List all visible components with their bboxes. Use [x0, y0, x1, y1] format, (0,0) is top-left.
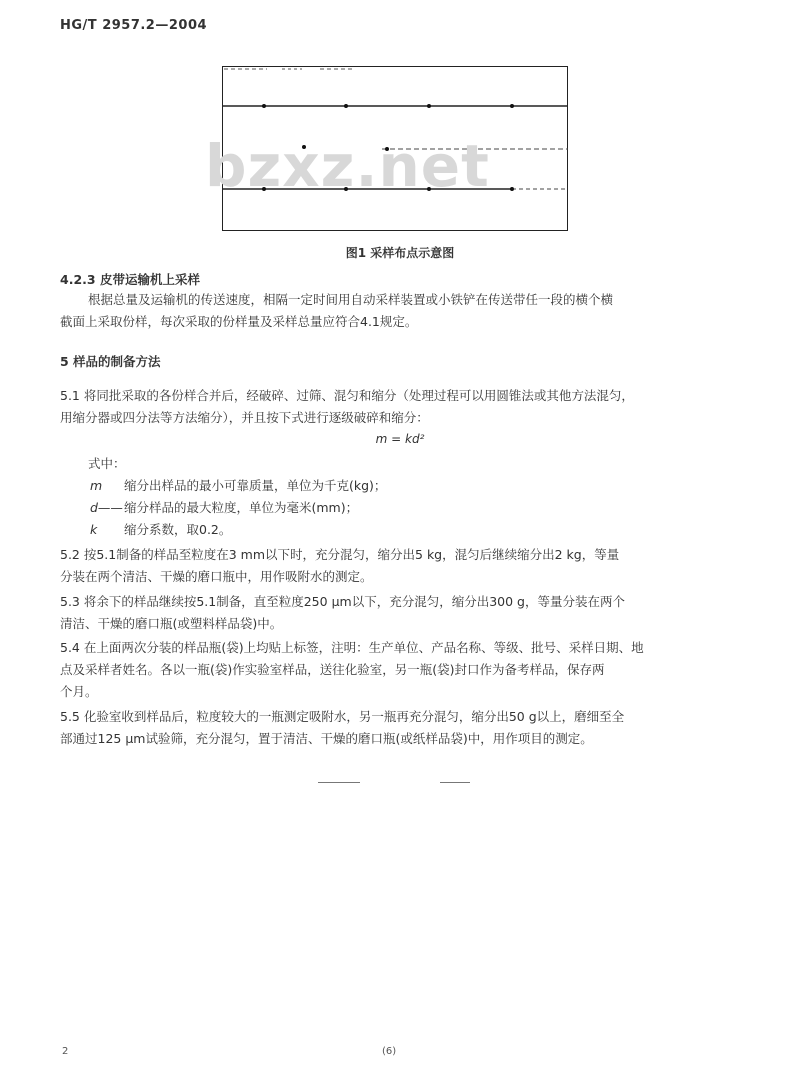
- formula-where: 式中：: [88, 456, 126, 471]
- symbol-k: k: [90, 522, 98, 537]
- standard-number: HG/T 2957.2—2004: [60, 18, 208, 33]
- sampling-point: [262, 104, 266, 108]
- symbol-d: d——: [90, 500, 123, 515]
- clause-5-4-line: 点及采样者姓名。各以一瓶(袋)作实验室样品，送往化验室，另一瓶(袋)封口作为备考样品，保存两: [60, 662, 605, 677]
- clause-5-4-line: 个月。: [60, 684, 98, 699]
- clause-5-2-line: 5.2 按5.1制备的样品至粒度在3 mm以下时，充分混匀，缩分出5 kg，混匀后继续缩分出2 kg，等量: [60, 547, 620, 562]
- clause-5-1-line: 用缩分器或四分法等方法缩分），并且按下式进行逐级破碎和缩分：: [60, 410, 429, 425]
- clause-5-1-line: 5.1 将同批采取的各份样合并后，经破碎、过筛、混匀和缩分（处理过程可以用圆锥法或其他方法混匀，: [60, 388, 634, 403]
- clause-5-4-line: 5.4 在上面两次分装的样品瓶(袋)上均贴上标签，注明：生产单位、产品名称、等级、批号、采样日期、地: [60, 640, 644, 655]
- clause-5-5-line: 5.5 化验室收到样品后，粒度较大的一瓶测定吸附水，另一瓶再充分混匀，缩分出50 g以上，磨细至全: [60, 709, 625, 724]
- section-4-2-3-para-line: 截面上采取份样，每次采取的份样量及采样总量应符合4.1规定。: [60, 314, 418, 329]
- page-number: (6): [382, 1046, 397, 1057]
- symbol-k-definition: 缩分系数，取0.2。: [124, 522, 232, 537]
- symbol-m: m: [90, 478, 103, 493]
- symbol-d-definition: 缩分样品的最大粒度，单位为毫米(mm)；: [124, 500, 359, 515]
- section-4-2-3-para-line: 根据总量及运输机的传送速度，相隔一定时间用自动采样装置或小铁铲在传送带任一段的横个横: [88, 292, 614, 307]
- sampling-point: [510, 104, 514, 108]
- section-5-heading: 5 样品的制备方法: [60, 354, 161, 369]
- watermark: bzxz.net: [205, 132, 490, 200]
- clause-5-5-line: 部通过125 μm试验筛，充分混匀，置于清洁、干燥的磨口瓶(或纸样品袋)中，用作项目的测定。: [60, 731, 593, 746]
- footer-left-mark: 2: [62, 1046, 69, 1057]
- end-mark-line: [440, 782, 470, 783]
- clause-5-3-line: 清洁、干燥的磨口瓶(或塑料样品袋)中。: [60, 616, 283, 631]
- symbol-m-definition: 缩分出样品的最小可靠质量，单位为千克(kg)；: [124, 478, 387, 493]
- formula: m = kd²: [375, 432, 425, 446]
- section-4-2-3-heading: 4.2.3 皮带运输机上采样: [60, 272, 200, 287]
- clause-5-2-line: 分装在两个清洁、干燥的磨口瓶中，用作吸附水的测定。: [60, 569, 373, 584]
- figure-caption: 图1 采样布点示意图: [345, 246, 455, 260]
- end-mark-line: [318, 782, 360, 783]
- sampling-point: [510, 187, 514, 191]
- sampling-point: [427, 104, 431, 108]
- sampling-point: [344, 104, 348, 108]
- clause-5-3-line: 5.3 将余下的样品继续按5.1制备，直至粒度250 μm以下，充分混匀，缩分出300 g，等量分装在两个: [60, 594, 625, 609]
